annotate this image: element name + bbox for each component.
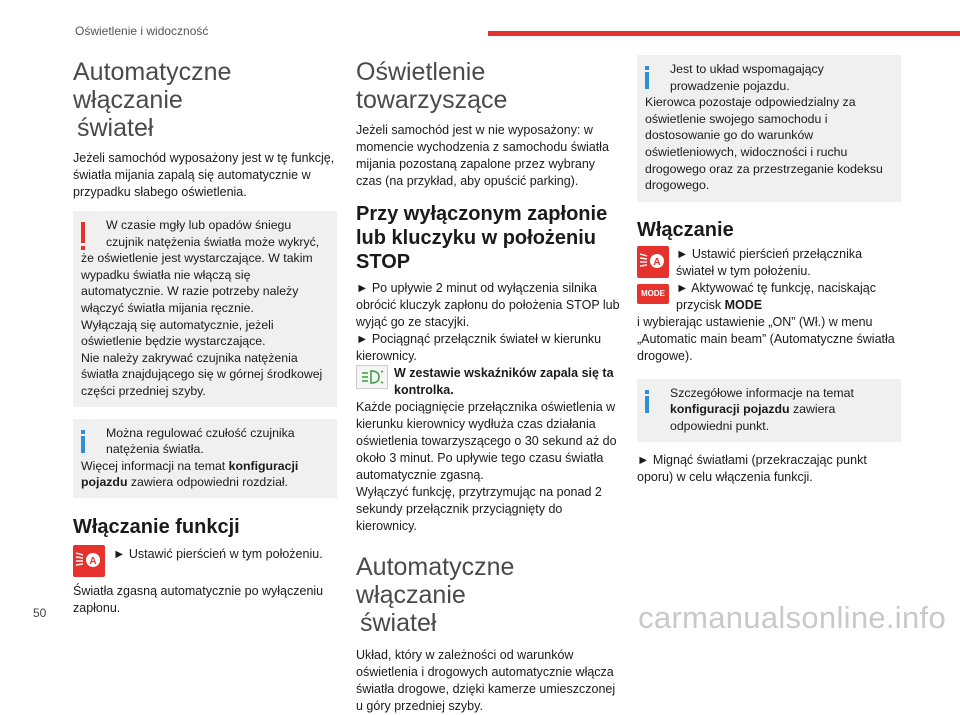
watermark: carmanualsonline.info [638,600,946,635]
column-1 [73,58,337,617]
column-3 [637,55,901,486]
running-header: Oświetlenie i widoczność [75,24,209,38]
follow-me-para-2: Wyłączyć funkcję, przytrzymując na ponad 2 sekundy przełącznik przyciągnięty do kierownicy. [356,485,602,533]
auto-lights-intro: Jeżeli samochód wyposażony jest w tę funkcję, światła mijania zapalą się automatycznie w przypadku słabego oświetlenia. [73,151,335,199]
column-2 [356,58,620,715]
follow-me-step-1: ► Po upływie 2 minut od wyłączenia silnika obrócić kluczyk zapłonu do położenia STOP lub wyjąć go ze stacyjki. [356,281,620,329]
follow-me-intro: Jeżeli samochód jest w nie wyposażony: w momencie wychodzenia z samochodu światła mijania pozostaną zapalone przez wybrany czas (na przykład, aby opuścić parking). [356,123,609,188]
section-title-follow-me: Oświetlenie towarzyszące [356,58,508,114]
auto-off-note: Światła zgasną automatycznie po wyłączeniu zapłonu. [73,583,324,615]
headlamp-indicator-icon [356,365,388,389]
section-title-auto-lights: Automatyczne włączanie świateł [73,58,232,142]
warning-box: W czasie mgły lub opadów śniegu czujnik natężenia światła może wykryć, że oświetlenie jest wystarczające. W takim wypadku światła nie włączą się automatycznie. W razie potrzeby należy włączyć światła mijania ręcznie. Wyłączają się automatycznie, jeżeli oświetlenie będzie wystarczające. Nie należy zakrywać czujnika natężenia światła znajdującego się w górnej środkowej części przedniej szyby. [73,211,337,407]
info-box-assistance: Jest to układ wspomagający prowadzenie pojazdu. Kierowca pozostaje odpowiedzialny za oświetlenie swojego samochodu i dostosowanie go do warunków oświetleniowych, widoczności i ruchu drogowego oraz za przestrzeganie kodeksu drogowego. [637,55,901,202]
auto-main-beam-intro: Układ, który w zależności od warunków oświetlenia i drogowych automatycznie włącza światła drogowe, dzięki kamerze umieszczonej u góry przedniej szyby. [356,648,616,713]
section-title-auto-main-beam: Automatyczne włączanie świateł [356,553,515,637]
info-box-configuration: Szczegółowe informacje na temat konfiguracji pojazdu zawiera odpowiedni punkt. [637,379,901,442]
svg-text:A: A [89,555,97,567]
page-number: 50 [33,606,47,620]
indicator-lamp-row: W zestawie wskaźników zapala się ta kontrolka. [356,365,620,399]
subtitle-ignition-off: Przy wyłączonym zapłonie lub kluczyku w położeniu STOP [356,203,608,273]
mode-button-icon: MODE [637,284,669,304]
subtitle-switching-on: Włączanie [637,218,734,241]
warning-icon [81,222,85,243]
header-accent-bar [488,31,960,36]
follow-me-para-1: Każde pociągnięcie przełącznika oświetlenia w kierunku kierownicy wydłuża czas działania oświetlenia towarzyszącego o 30 sekund aż do około 3 minut. Po upływie tego czasu światła automatycznie zgasną. [356,400,617,482]
info-box-sensitivity: Można regulować czułość czujnika natężenia światła. Więcej informacji na temat konfiguracji pojazdu zawiera odpowiedni rozdział. [73,419,337,498]
switching-on-step-2-cont: i wybierając ustawienie „ON” (Wł.) w menu „Automatic main beam” (Automatyczne światła drogowe). [637,314,895,363]
follow-me-step-2: ► Pociągnąć przełącznik świateł w kierunku kierownicy. [356,332,602,363]
auto-light-ring-icon [637,246,669,278]
info-icon [645,396,649,413]
subtitle-enable-function: Włączanie funkcji [73,515,240,538]
flash-step: ► Mignąć światłami (przekraczając punkt oporu) w celu włączenia funkcji. [637,452,867,484]
step-ring: A ► Ustawić pierścień w tym położeniu. [73,545,337,577]
info-icon [645,72,649,89]
info-icon [81,436,85,453]
auto-light-ring-icon [73,545,105,577]
svg-text:A: A [653,256,661,268]
switching-on-steps: A MODE ► Ustawić pierścień przełącznika świateł w tym położeniu. ► Aktywować tę funkcję, naciskając przycisk MODE [637,246,901,314]
